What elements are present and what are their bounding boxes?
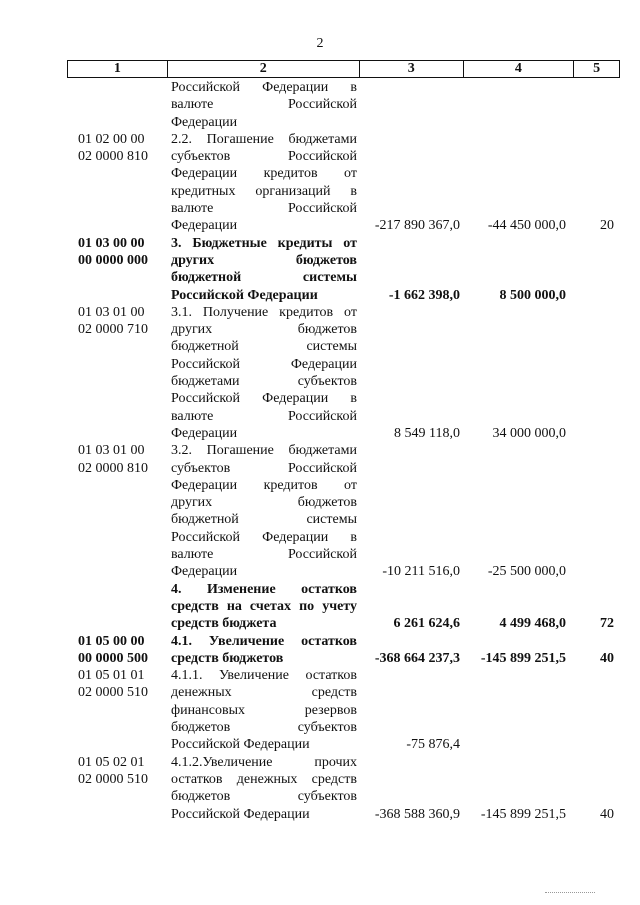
scan-artifact: [545, 892, 595, 895]
row-description-line: субъектов Российской: [171, 460, 357, 476]
row-description-line: валюте Российской: [171, 97, 357, 113]
row-description-line: бюджетами субъектов: [171, 374, 357, 390]
row-description-line: валюте Российской: [171, 201, 357, 217]
table-row: [67, 79, 620, 131]
row-code: [78, 235, 168, 270]
row-description-line: остатков денежных средств: [171, 771, 357, 787]
row-description: [171, 304, 357, 442]
row-description-line: Российской Федерации: [171, 287, 318, 303]
table-row: [67, 667, 620, 754]
row-description-line: 3. Бюджетные кредиты от: [171, 235, 357, 251]
row-description-line: Российской Федерации: [171, 806, 310, 822]
row-value-4: 8 500 000,0: [499, 287, 566, 303]
row-description-line: средств бюджета: [171, 616, 277, 632]
row-description-line: Российской Федерации в: [171, 391, 357, 407]
row-value-4: 4 499 468,0: [499, 616, 566, 632]
row-description-line: средств на счетах по учету: [171, 598, 357, 614]
row-value-3: -368 588 360,9: [374, 806, 460, 822]
row-description: [171, 442, 357, 580]
row-description: [171, 581, 357, 633]
row-description-line: финансовых резервов: [171, 702, 357, 718]
row-code: [78, 633, 168, 668]
row-code-line: 02 0000 810: [78, 460, 148, 476]
row-code-line: 00 0000 000: [78, 252, 148, 268]
row-description-line: кредитных организаций в: [171, 183, 357, 199]
row-value-3: -75 876,4: [406, 737, 460, 753]
row-code: [78, 304, 168, 339]
row-description-line: 4.1.2.Увеличение прочих: [171, 754, 357, 770]
row-code: [78, 754, 168, 789]
row-value-4: -25 500 000,0: [487, 564, 566, 580]
row-description-line: валюте Российской: [171, 408, 357, 424]
row-code-line: 01 05 02 01: [78, 754, 145, 770]
row-code-line: 00 0000 500: [78, 650, 148, 666]
row-code-line: 01 03 01 00: [78, 304, 145, 320]
row-value-5: 40: [600, 806, 614, 822]
column-header-2: 2: [168, 61, 360, 77]
row-description: [171, 633, 357, 668]
row-description-line: других бюджетов: [171, 495, 357, 511]
row-description-line: 4. Изменение остатков: [171, 581, 357, 597]
row-description-line: денежных средств: [171, 685, 357, 701]
table-row: [67, 304, 620, 442]
row-value-3: -368 664 237,3: [374, 650, 460, 666]
row-code-line: 01 02 00 00: [78, 131, 145, 147]
row-code-line: 02 0000 510: [78, 685, 148, 701]
row-description-line: бюджетов субъектов: [171, 720, 357, 736]
column-header-5: 5: [593, 61, 601, 76]
row-code-line: 01 03 01 00: [78, 443, 145, 459]
row-description-line: Федерации: [171, 218, 238, 234]
row-description: [171, 235, 357, 304]
row-code-line: 01 03 00 00: [78, 235, 145, 251]
row-description: [171, 131, 357, 235]
table-row: [67, 235, 620, 304]
row-description-line: Федерации: [171, 114, 238, 130]
table-row: [67, 754, 620, 823]
row-value-5: 72: [600, 616, 614, 632]
row-value-3: -1 662 398,0: [388, 287, 460, 303]
table-header: [67, 60, 620, 78]
table-row: [67, 442, 620, 580]
row-description: [171, 667, 357, 753]
row-value-4: -145 899 251,5: [480, 650, 566, 666]
row-description-line: других бюджетов: [171, 252, 357, 268]
row-description-line: 4.1.1. Увеличение остатков: [171, 668, 357, 684]
row-code-line: 02 0000 510: [78, 771, 148, 787]
row-value-3: 8 549 118,0: [394, 425, 460, 441]
row-description-line: Федерации кредитов от: [171, 166, 357, 182]
row-value-3: -217 890 367,0: [374, 218, 460, 234]
row-code-line: 02 0000 710: [78, 322, 148, 338]
column-header-4: 4: [464, 61, 575, 77]
row-value-4: 34 000 000,0: [492, 425, 566, 441]
row-code-line: 02 0000 810: [78, 149, 148, 165]
row-value-4: -145 899 251,5: [480, 806, 566, 822]
row-description-line: Федерации: [171, 564, 238, 580]
row-description-line: 3.1. Получение кредитов от: [171, 304, 357, 320]
row-description-line: бюджетной системы: [171, 339, 357, 355]
row-description-line: валюте Российской: [171, 547, 357, 563]
row-description-line: других бюджетов: [171, 322, 357, 338]
row-value-5: 40: [600, 650, 614, 666]
row-description-line: Российской Федерации: [171, 356, 357, 372]
row-code: [78, 131, 168, 166]
row-description-line: средств бюджетов: [171, 650, 284, 666]
row-description-line: Федерации: [171, 425, 238, 441]
row-code: [78, 442, 168, 477]
column-header-1: 1: [68, 61, 168, 77]
row-description: [171, 79, 357, 131]
row-value-4: -44 450 000,0: [487, 218, 566, 234]
row-description-line: Российской Федерации в: [171, 529, 357, 545]
table-row: [67, 581, 620, 633]
row-description-line: бюджетов субъектов: [171, 789, 357, 805]
row-code-line: 01 05 00 00: [78, 633, 145, 649]
row-description-line: Федерации кредитов от: [171, 477, 357, 493]
row-description-line: 2.2. Погашение бюджетами: [171, 131, 357, 147]
row-description-line: Российской Федерации: [171, 737, 310, 753]
column-header-3: 3: [360, 61, 464, 77]
row-value-3: -10 211 516,0: [382, 564, 460, 580]
row-description-line: 4.1. Увеличение остатков: [171, 633, 357, 649]
table-row: [67, 131, 620, 235]
row-value-5: 20: [600, 218, 614, 234]
table-row: [67, 633, 620, 668]
row-description-line: субъектов Российской: [171, 149, 357, 165]
page-number: 2: [316, 36, 324, 51]
row-code-line: 01 05 01 01: [78, 668, 145, 684]
row-value-3: 6 261 624,6: [393, 616, 460, 632]
row-description: [171, 754, 357, 823]
row-description-line: 3.2. Погашение бюджетами: [171, 443, 357, 459]
row-description-line: Российской Федерации в: [171, 80, 357, 95]
row-code: [78, 667, 168, 702]
row-description-line: бюджетной системы: [171, 512, 357, 528]
row-description-line: бюджетной системы: [171, 270, 357, 286]
